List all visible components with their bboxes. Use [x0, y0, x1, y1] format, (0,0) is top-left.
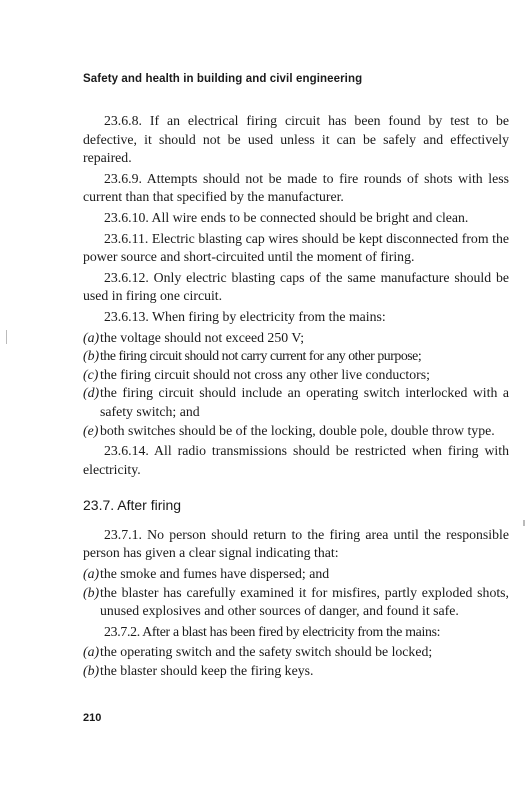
- list-return-conditions: [83, 565, 509, 621]
- list-item-label: (b): [83, 663, 100, 679]
- list-item-label: (b): [83, 348, 100, 364]
- list-after-blast: [83, 643, 509, 680]
- list-item-label: (a): [83, 566, 100, 582]
- list-item: [83, 422, 509, 441]
- scan-mark: [6, 330, 7, 344]
- list-item-label: (b): [83, 584, 100, 600]
- list-item-label: (a): [83, 644, 100, 660]
- list-item-text: the blaster should keep the firing keys.: [100, 663, 314, 679]
- list-item: [83, 662, 509, 681]
- list-item: [83, 347, 509, 366]
- list-item: [83, 643, 509, 662]
- list-item-text: the voltage should not exceed 250 V;: [100, 329, 305, 345]
- paragraph-23-6-12: 23.6.12. Only electric blasting caps of the same manufacture should be used in firing one circuit.: [83, 269, 509, 304]
- paragraph-23-6-9: 23.6.9. Attempts should not be made to fire rounds of shots with less current than that specified by the manufacturer.: [83, 170, 509, 205]
- body-text: [83, 112, 509, 681]
- paragraph-23-7-2: 23.7.2. After a blast has been fired by electricity from the mains:: [104, 623, 441, 639]
- list-item-label: (d): [83, 385, 100, 401]
- list-item-text: the smoke and fumes have dispersed; and: [100, 566, 330, 582]
- list-item-text: the firing circuit should not cross any other live conductors;: [100, 366, 430, 382]
- list-item-text: the firing circuit should include an operating switch interlocked with a safety switch; and: [100, 385, 509, 419]
- paragraph-23-6-14: 23.6.14. All radio transmissions should be restricted when firing with electricity.: [83, 443, 509, 477]
- scan-mark: [523, 520, 525, 526]
- running-head: Safety and health in building and civil engineering: [83, 73, 363, 85]
- list-item-text: the blaster has carefully examined it for misfires, partly exploded shots, unused explosives and other sources of danger, and found it safe.: [100, 584, 509, 619]
- list-item: [83, 584, 509, 621]
- list-mains-firing: [83, 329, 509, 441]
- list-item: [83, 366, 509, 385]
- paragraph-23-6-13: 23.6.13. When firing by electricity from the mains:: [104, 308, 386, 324]
- list-item-label: (c): [83, 366, 99, 382]
- list-item-text: both switches should be of the locking, double pole, double throw type.: [100, 422, 495, 438]
- list-item-text: the firing circuit should not carry current for any other purpose;: [100, 348, 422, 364]
- section-heading: 23.7. After firing: [83, 497, 182, 514]
- list-item: [83, 384, 509, 421]
- paragraph-23-6-11: 23.6.11. Electric blasting cap wires should be kept disconnected from the power source and short-circuited until the moment of firing.: [83, 230, 509, 265]
- page-number: 210: [83, 712, 102, 724]
- paragraph-23-6-8: 23.6.8. If an electrical firing circuit has been found by test to be defective, it should not be used unless it can be safely and effectively repaired.: [83, 113, 509, 166]
- list-item-label: (e): [83, 422, 99, 438]
- list-item-text: the operating switch and the safety switch should be locked;: [100, 644, 433, 660]
- paragraph-23-6-10: 23.6.10. All wire ends to be connected should be bright and clean.: [104, 209, 469, 225]
- list-item: [83, 565, 509, 584]
- list-item-label: (a): [83, 329, 100, 345]
- paragraph-23-7-1: 23.7.1. No person should return to the firing area until the responsible person has given a clear signal indicating that:: [83, 526, 509, 561]
- list-item: [83, 329, 509, 348]
